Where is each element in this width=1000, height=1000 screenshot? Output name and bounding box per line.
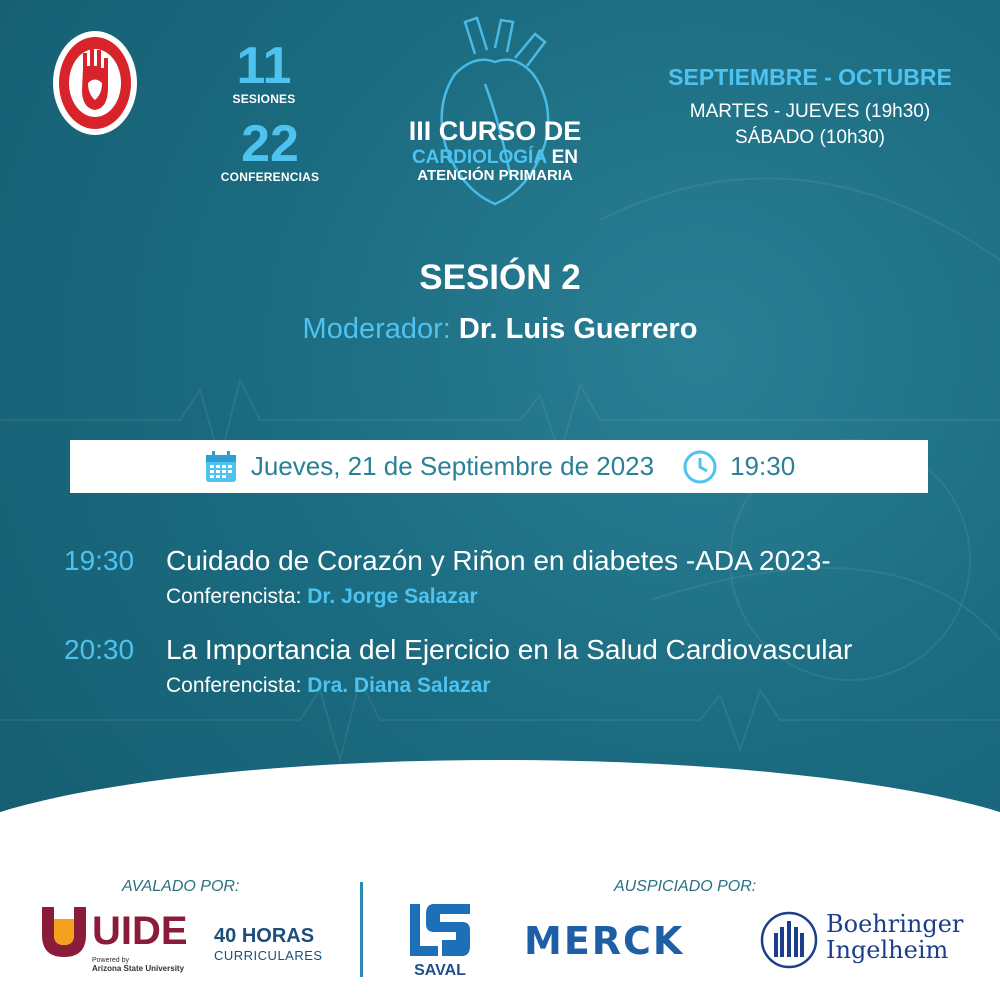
saval-text: SAVAL	[414, 962, 466, 979]
sessions-count: 11	[236, 37, 292, 95]
sponsored-label: AUSPICIADO POR:	[614, 878, 757, 895]
uide-asu: Arizona State University	[92, 964, 185, 973]
course-line1: III CURSO DE	[408, 116, 582, 146]
talk-time: 19:30	[64, 545, 135, 576]
conferences-stat	[208, 115, 332, 184]
session-title: SESIÓN 2	[419, 258, 581, 297]
talk-time: 20:30	[64, 634, 135, 665]
uide-text: UIDE	[92, 909, 188, 953]
uide-powered: Powered by	[92, 957, 129, 964]
uide-logo	[40, 905, 200, 975]
conferences-count: 22	[241, 115, 299, 173]
sessions-label: SESIONES	[232, 92, 296, 106]
schedule-saturday: SÁBADO (10h30)	[735, 126, 885, 148]
talk-speaker: Conferencista: Dra. Diana Salazar	[166, 674, 491, 697]
moderator-name: Dr. Luis Guerrero	[458, 313, 698, 345]
talk-item	[64, 634, 984, 714]
date-bar	[70, 440, 928, 493]
course-dates	[640, 64, 980, 150]
moderator	[0, 313, 1000, 346]
hours-number: 40	[214, 925, 237, 947]
speaker-name: Dra. Diana Salazar	[307, 674, 491, 697]
calendar-icon	[203, 449, 239, 485]
saval-mark-icon	[404, 900, 476, 960]
hours-word: HORAS	[241, 925, 315, 947]
boehringer-text: Boehringer Ingelheim	[826, 910, 964, 965]
merck-logo	[524, 919, 714, 964]
endorsed-label: AVALADO POR:	[122, 878, 240, 895]
hours-badge	[214, 925, 323, 963]
talk-title: La Importancia del Ejercicio en la Salud Cardiovascular	[166, 634, 853, 665]
course-title-block	[380, 14, 610, 214]
clock-icon	[682, 449, 718, 485]
course-line2: CARDIOLOGÍA EN	[411, 147, 579, 168]
sessions-stat	[212, 37, 316, 106]
speaker-name: Dr. Jorge Salazar	[307, 585, 478, 608]
schedule	[640, 99, 980, 150]
course-line3: ATENCIÓN PRIMARIA	[417, 167, 573, 184]
footer-divider	[360, 882, 363, 977]
schedule-weekdays: MARTES - JUEVES (19h30)	[689, 101, 931, 122]
uide-mark-icon	[40, 905, 88, 959]
hours-sub: CURRICULARES	[214, 948, 323, 963]
society-logo	[50, 28, 140, 138]
boehringer-mark-icon	[760, 911, 818, 969]
session-time: 19:30	[730, 451, 796, 481]
months-label: SEPTIEMBRE - OCTUBRE	[668, 64, 952, 90]
merck-text: MERCK	[524, 919, 685, 963]
session-date: Jueves, 21 de Septiembre de 2023	[250, 451, 655, 481]
talk-speaker: Conferencista: Dr. Jorge Salazar	[166, 585, 478, 608]
boehringer-logo	[760, 905, 970, 975]
saval-logo	[404, 900, 476, 984]
talk-item	[64, 545, 984, 625]
conferences-label: CONFERENCIAS	[220, 170, 320, 184]
moderator-label: Moderador:	[302, 313, 451, 345]
talk-title: Cuidado de Corazón y Riñon en diabetes -ADA 2023-	[166, 545, 831, 576]
